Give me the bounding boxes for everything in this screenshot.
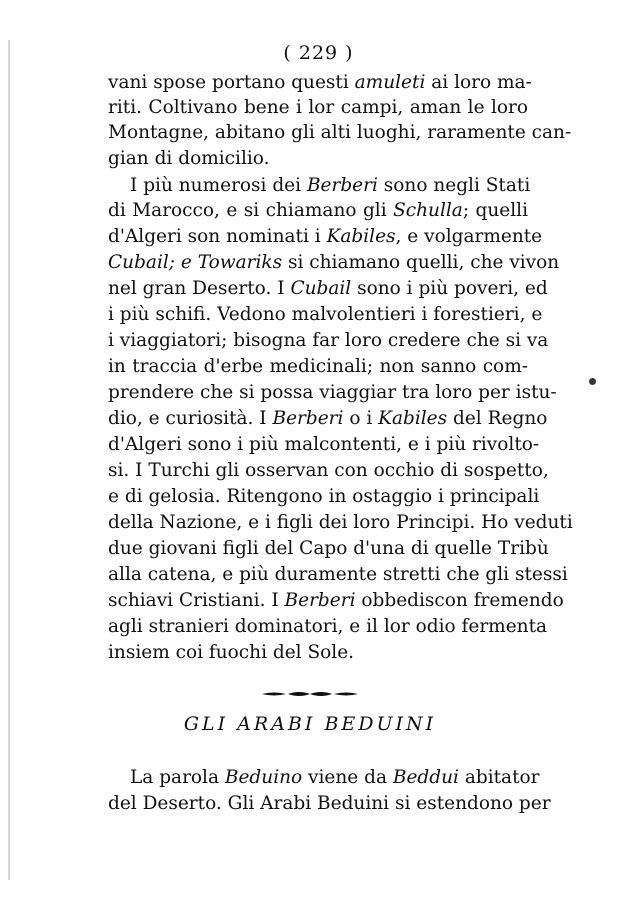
text-line: alla catena, e più duramente stretti che gli stessi [108, 564, 568, 585]
text-line: riti. Coltivano bene i lor campi, aman le loro [108, 97, 528, 118]
ornament-divider-icon [262, 690, 358, 698]
text-line: i viaggiatori; bisogna far loro credere che si va [108, 330, 549, 351]
text-line: di Marocco, e si chiamano gli Schulla; quelli [108, 200, 528, 221]
text-line: Cubail; e Towariks si chiamano quelli, che vivon [108, 252, 560, 273]
text-line: Montagne, abitano gli alti luoghi, raramente can- [108, 122, 572, 143]
text-line: dio, e curiosità. I Berberi o i Kabiles del Regno [108, 408, 548, 429]
text-line: d'Algeri son nominati i Kabiles, e volgarmente [108, 226, 543, 247]
text-line: d'Algeri sono i più malcontenti, e i più rivolto- [108, 434, 540, 455]
text-line: del Deserto. Gli Arabi Beduini si estendono per [108, 793, 551, 814]
text-line: gian di domicilio. [108, 148, 270, 169]
text-line: in traccia d'erbe medicinali; non sanno com- [108, 356, 528, 377]
text-line: insiem coi fuochi del Sole. [108, 642, 355, 663]
section-title: GLI ARABI BEDUINI [183, 713, 437, 735]
text-line: i più schifi. Vedono malvolentieri i forestieri, e [108, 304, 543, 325]
text-line: vani spose portano questi amuleti ai loro ma- [108, 72, 532, 93]
ink-speck [589, 378, 596, 385]
text-line: si. I Turchi gli osservan con occhio di sospetto, [108, 460, 549, 481]
text-line: due giovani figli del Capo d'una di quelle Tribù [108, 538, 549, 559]
text-line: nel gran Deserto. I Cubail sono i più poveri, ed [108, 278, 548, 299]
text-line: La parola Beduino viene da Beddui abitator [130, 767, 540, 788]
text-line: schiavi Cristiani. I Berberi obbediscon fremendo [108, 590, 564, 611]
text-line: e di gelosia. Ritengono in ostaggio i principali [108, 486, 540, 507]
page-number: ( 229 ) [283, 42, 354, 64]
text-line: agli stranieri dominatori, e il lor odio fermenta [108, 616, 548, 637]
text-line: della Nazione, e i figli dei loro Principi. Ho veduti [108, 512, 573, 533]
text-line: I più numerosi dei Berberi sono negli Stati [130, 175, 531, 196]
text-line: prendere che si possa viaggiar tra loro per istu- [108, 382, 557, 403]
page-edge-shadow [8, 40, 10, 880]
